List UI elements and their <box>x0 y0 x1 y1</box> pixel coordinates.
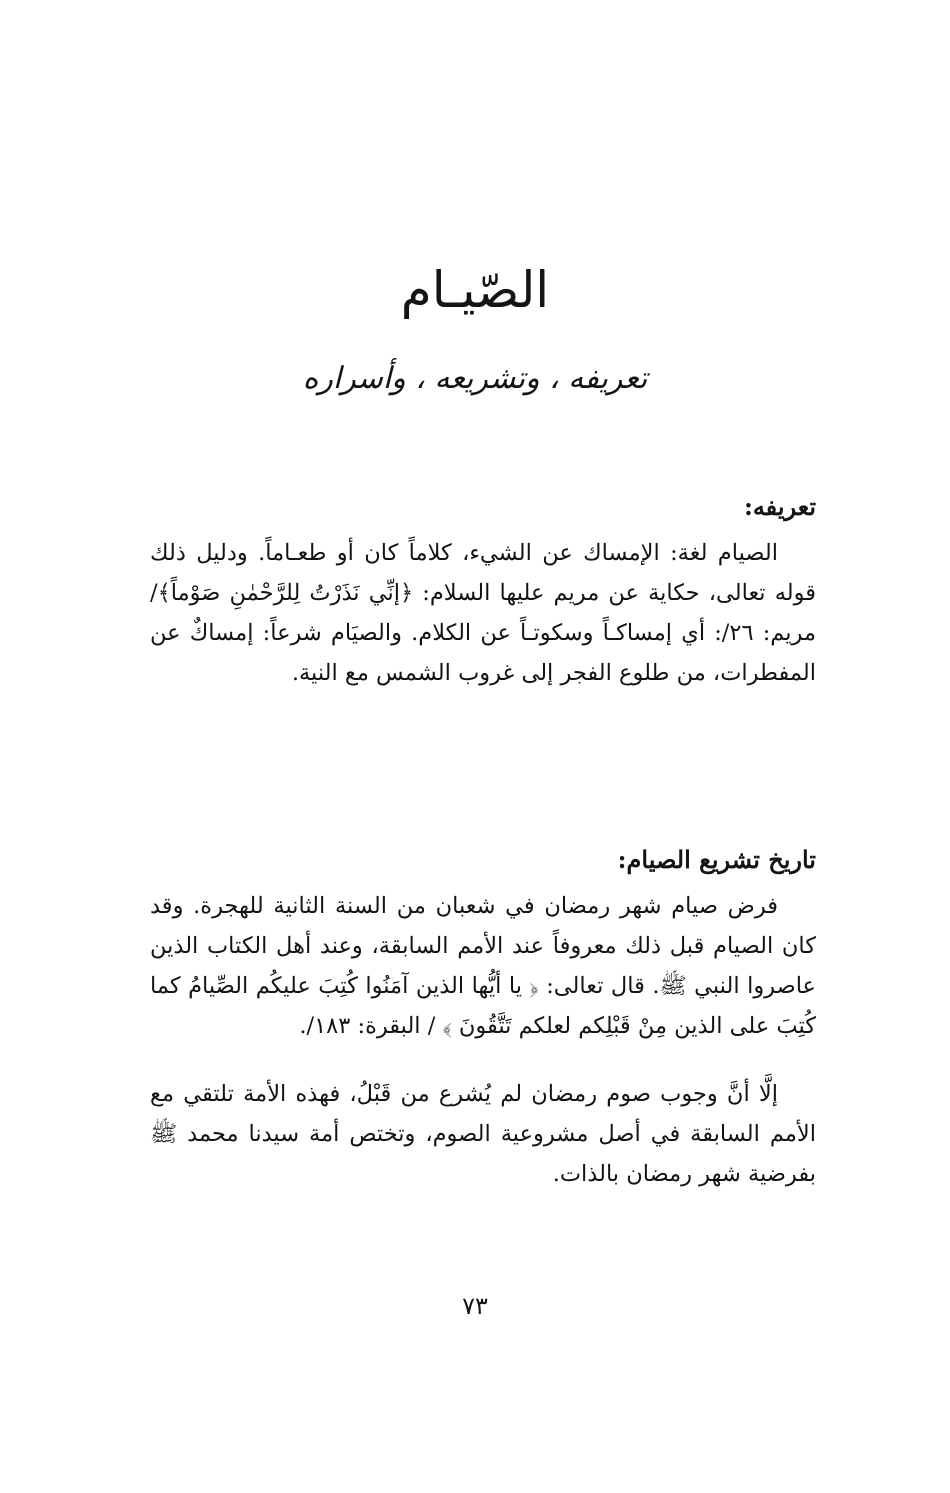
paragraph <box>150 886 816 1046</box>
section-heading: تاريخ تشريع الصيام: <box>617 845 816 874</box>
section-definition <box>150 487 816 693</box>
paragraph-text: فرض صيام شهر رمضان في شعبان من السنة الثانية للهجرة. وقد كان الصيام قبل ذلك معروفاً عند الأمم السابقة، وعند أهل الكتاب الذين عاصروا النبي ﷺ. قال تعالى: ﴿ يا أيُّها الذين آمَنُوا كُتِبَ عليكُم الصِّيامُ كما كُتِبَ على الذين مِنْ قَبْلِكم لعلكم تَتَّقُونَ ﴾ / البقرة: ١٨٣/. <box>150 893 816 1039</box>
section-history <box>150 840 816 1194</box>
chapter-title: الصّيـام <box>400 261 550 319</box>
page-number: ٧٣ <box>462 1292 488 1320</box>
paragraph-text: إلَّا أنَّ وجوب صوم رمضان لم يُشرع من قَبْلُ، فهذه الأمة تلتقي مع الأمم السابقة في أصل مشروعية الصوم، وتختص أمة سيدنا محمد ﷺ بفرضية شهر رمضان بالذات. <box>150 1081 816 1187</box>
paragraph <box>150 1074 816 1194</box>
chapter-subtitle: تعريفه ، وتشريعه ، وأسراره <box>302 361 648 396</box>
paragraph-text: الصيام لغة: الإمساك عن الشيء، كلاماً كان أو طعـاماً. ودليل ذلك قوله تعالى، حكاية عن مريم عليها السلام: ﴿إنِّي نَذَرْتُ لِلرَّحْمٰنِ صَوْماً﴾/مريم: ٢٦/: أي إمساكـاً وسكوتـاً عن الكلام. والصيَام شرعاً: إمساكٌ عن المفطرات، من طلوع الفجر إلى غروب الشمس مع النية. <box>150 540 816 686</box>
section-heading: تعريفه: <box>743 492 816 521</box>
paragraph <box>150 533 816 693</box>
